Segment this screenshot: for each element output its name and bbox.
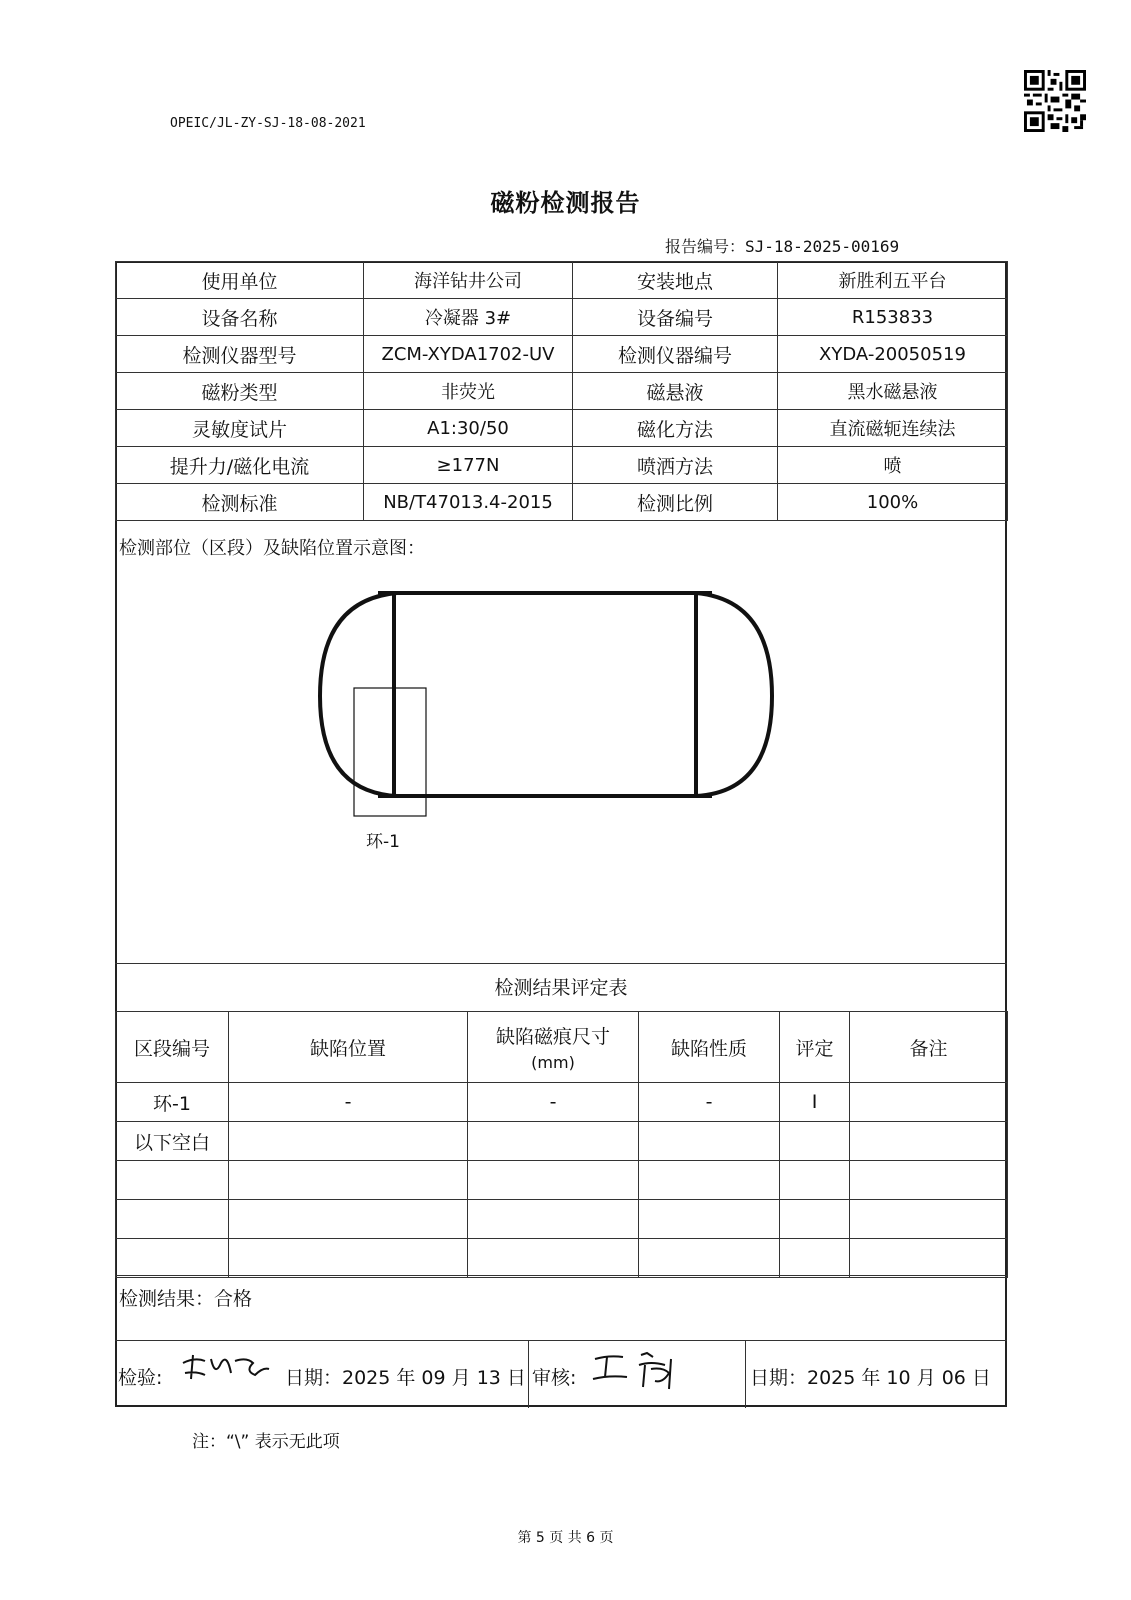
info-row <box>116 336 1008 373</box>
table-row <box>116 1122 1008 1161</box>
results-table-title: 检测结果评定表 <box>115 963 1007 1012</box>
table-row <box>116 1161 1008 1200</box>
info-value: 直流磁轭连续法 <box>778 410 1008 447</box>
table-row <box>116 1200 1008 1239</box>
info-label: 磁化方法 <box>573 410 778 447</box>
report-number <box>665 234 899 257</box>
info-label: 使用单位 <box>116 262 364 299</box>
table-cell <box>468 1239 639 1278</box>
table-cell <box>116 1239 229 1278</box>
table-cell <box>850 1161 1008 1200</box>
results-table <box>115 1011 1008 1278</box>
vessel-diagram <box>115 560 1007 960</box>
table-cell: - <box>468 1083 639 1122</box>
info-row <box>116 447 1008 484</box>
info-label: 磁悬液 <box>573 373 778 410</box>
signoff-row <box>115 1340 1007 1408</box>
info-label: 检测仪器编号 <box>573 336 778 373</box>
col-grade: 评定 <box>780 1012 850 1083</box>
table-cell <box>780 1161 850 1200</box>
table-cell <box>229 1239 468 1278</box>
table-cell <box>639 1200 780 1239</box>
info-label: 检测比例 <box>573 484 778 521</box>
review-date: 日期：2025 年 10 月 06 日 <box>750 1367 991 1389</box>
info-label: 提升力/磁化电流 <box>116 447 364 484</box>
info-value: 喷 <box>778 447 1008 484</box>
col-defect-size-label: 缺陷磁痕尺寸 <box>495 1026 610 1048</box>
info-label: 喷洒方法 <box>573 447 778 484</box>
table-cell <box>229 1200 468 1239</box>
info-row <box>116 299 1008 336</box>
info-value: 海洋钻井公司 <box>364 262 573 299</box>
info-value: NB/T47013.4-2015 <box>364 484 573 521</box>
table-cell: - <box>229 1083 468 1122</box>
table-row <box>116 1083 1008 1122</box>
info-label: 设备编号 <box>573 299 778 336</box>
report-number-label: 报告编号： <box>665 237 746 256</box>
info-row <box>116 410 1008 447</box>
info-value: 非荧光 <box>364 373 573 410</box>
vessel-right-head <box>696 593 772 796</box>
table-cell <box>229 1122 468 1161</box>
table-cell <box>850 1239 1008 1278</box>
table-cell <box>116 1200 229 1239</box>
conclusion-text: 检测结果：合格 <box>119 1288 253 1310</box>
info-row <box>116 262 1008 299</box>
inspection-zone-label: 环-1 <box>366 832 400 852</box>
table-cell <box>116 1161 229 1200</box>
info-value: 100% <box>778 484 1008 521</box>
col-zone: 区段编号 <box>116 1012 229 1083</box>
info-label: 灵敏度试片 <box>116 410 364 447</box>
col-defect-size-unit: (mm) <box>531 1053 575 1072</box>
info-value: A1:30/50 <box>364 410 573 447</box>
table-cell <box>850 1122 1008 1161</box>
inspection-date: 日期：2025 年 09 月 13 日 <box>285 1367 526 1389</box>
table-cell <box>468 1161 639 1200</box>
info-value: ZCM-XYDA1702-UV <box>364 336 573 373</box>
equipment-info-table <box>115 261 1008 521</box>
table-cell <box>639 1122 780 1161</box>
vessel-left-head <box>320 593 397 796</box>
table-cell: 以下空白 <box>116 1122 229 1161</box>
document-code: OPEIC/JL-ZY-SJ-18-08-2021 <box>170 116 366 131</box>
info-value: 黑水磁悬液 <box>778 373 1008 410</box>
table-cell <box>780 1239 850 1278</box>
table-cell <box>850 1200 1008 1239</box>
info-value: 冷凝器 3# <box>364 299 573 336</box>
reviewer-label: 审核: <box>532 1367 577 1389</box>
info-label: 安装地点 <box>573 262 778 299</box>
table-cell <box>780 1122 850 1161</box>
info-row <box>116 484 1008 521</box>
inspector-label: 检验: <box>118 1367 163 1389</box>
footnote: 注：“\” 表示无此项 <box>192 1432 340 1452</box>
table-cell <box>639 1239 780 1278</box>
table-row <box>116 1239 1008 1278</box>
report-number-value: SJ-18-2025-00169 <box>745 237 900 256</box>
table-cell <box>780 1200 850 1239</box>
conclusion-section <box>115 1275 1007 1341</box>
info-value: R153833 <box>778 299 1008 336</box>
page-number: 第 5 页 共 6 页 <box>517 1530 614 1546</box>
table-cell: 环-1 <box>116 1083 229 1122</box>
info-label: 检测标准 <box>116 484 364 521</box>
info-label: 磁粉类型 <box>116 373 364 410</box>
table-cell: I <box>780 1083 850 1122</box>
diagram-label: 检测部位（区段）及缺陷位置示意图： <box>119 538 425 559</box>
table-cell <box>468 1122 639 1161</box>
reviewer-signature <box>589 1343 709 1393</box>
inspector-signature <box>175 1349 275 1389</box>
results-header-row <box>116 1012 1008 1083</box>
table-cell <box>229 1161 468 1200</box>
info-value: 新胜利五平台 <box>778 262 1008 299</box>
table-cell: - <box>639 1083 780 1122</box>
col-remarks: 备注 <box>850 1012 1008 1083</box>
col-defect-location: 缺陷位置 <box>229 1012 468 1083</box>
col-defect-nature: 缺陷性质 <box>639 1012 780 1083</box>
info-label: 检测仪器型号 <box>116 336 364 373</box>
table-cell <box>850 1083 1008 1122</box>
info-row <box>116 373 1008 410</box>
table-cell <box>468 1200 639 1239</box>
inspector-cell <box>115 1341 529 1408</box>
report-title: 磁粉检测报告 <box>490 189 641 217</box>
table-cell <box>639 1161 780 1200</box>
info-value: ≥177N <box>364 447 573 484</box>
col-defect-size <box>468 1012 639 1083</box>
info-label: 设备名称 <box>116 299 364 336</box>
reviewer-cell <box>529 1341 746 1408</box>
qr-code-icon <box>1024 70 1086 132</box>
info-value: XYDA-20050519 <box>778 336 1008 373</box>
